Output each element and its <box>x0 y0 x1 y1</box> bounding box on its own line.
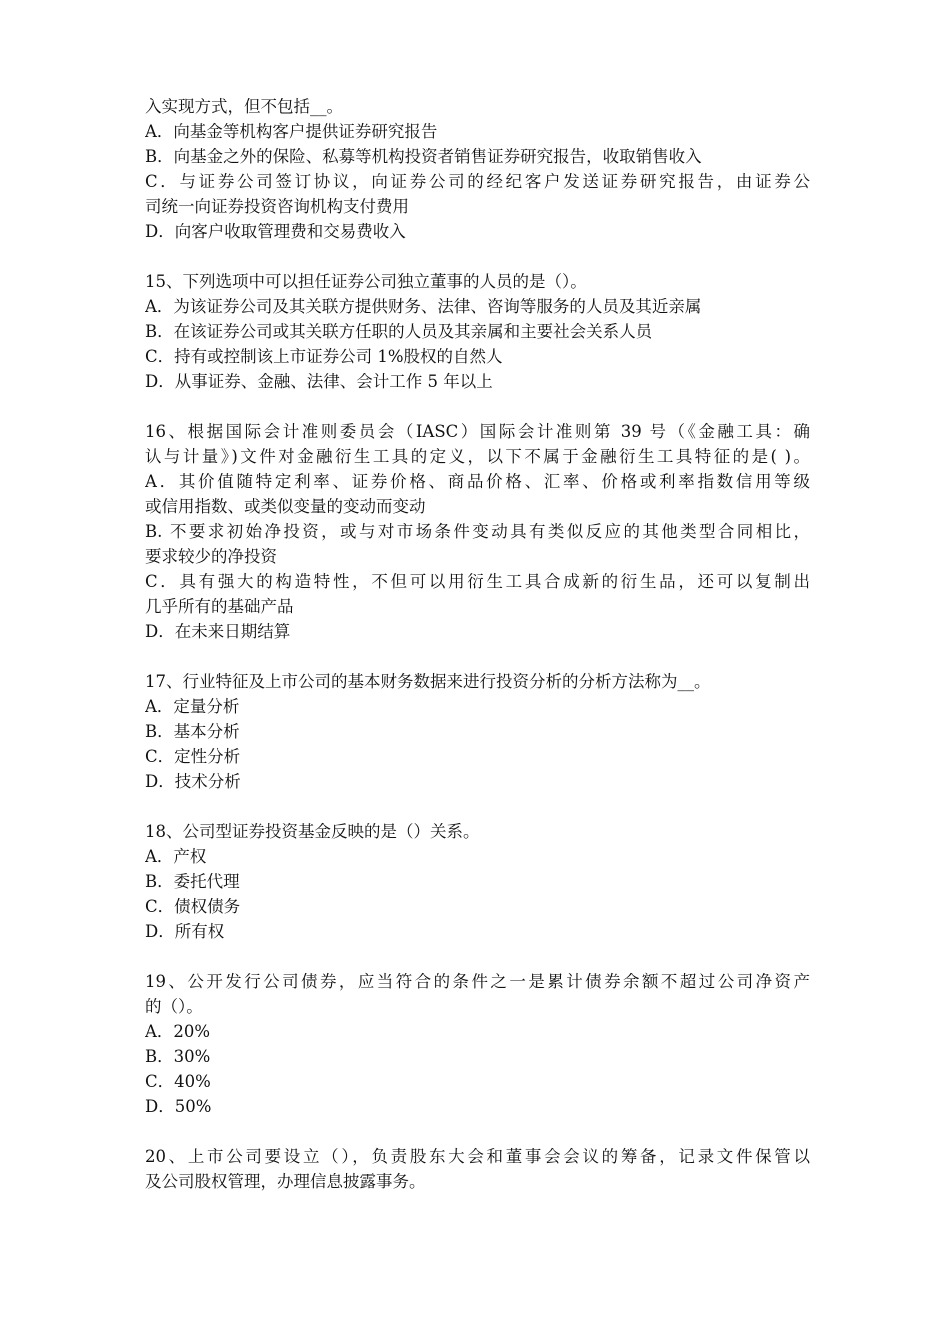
question-19 <box>145 969 810 1119</box>
question-14-option-d: D．向客户收取管理费和交易费收入 <box>145 222 406 241</box>
question-19-option-b: B．30% <box>145 1047 211 1066</box>
question-19-option-d: D．50% <box>145 1097 212 1116</box>
question-15-option-c: C．持有或控制该上市证券公司 1%股权的自然人 <box>145 347 503 366</box>
question-16-option-a-line-2: 或信用指数、或类似变量的变动而变动 <box>145 497 426 516</box>
question-17-option-a: A．定量分析 <box>145 697 240 716</box>
question-16-option-b-line-2: 要求较少的净投资 <box>145 547 277 566</box>
question-16-stem-line-2: 认与计量》)文件对金融衍生工具的定义，以下不属于金融衍生工具特征的是( )。 <box>145 447 810 466</box>
question-16-option-a-line-1: A．其价值随特定利率、证券价格、商品价格、汇率、价格或利率指数信用等级 <box>145 472 810 491</box>
question-20 <box>145 1144 810 1194</box>
question-18-stem: 18、公司型证券投资基金反映的是（）关系。 <box>145 822 480 841</box>
question-17-option-b: B．基本分析 <box>145 722 240 741</box>
question-17 <box>145 669 810 794</box>
question-15-option-a: A．为该证券公司及其关联方提供财务、法律、咨询等服务的人员及其近亲属 <box>145 297 702 316</box>
question-15 <box>145 269 810 394</box>
question-15-stem: 15、下列选项中可以担任证券公司独立董事的人员的是（）。 <box>145 272 587 291</box>
question-14-option-a: A．向基金等机构客户提供证券研究报告 <box>145 122 438 141</box>
question-18-option-c: C．债权债务 <box>145 897 241 916</box>
question-15-option-d: D．从事证券、金融、法律、会计工作 5 年以上 <box>145 372 493 391</box>
question-14 <box>145 94 810 244</box>
question-18-option-a: A．产权 <box>145 847 207 866</box>
question-19-stem-line-2: 的（）。 <box>145 997 203 1016</box>
question-18-option-d: D．所有权 <box>145 922 225 941</box>
question-14-option-b: B．向基金之外的保险、私募等机构投资者销售证券研究报告，收取销售收入 <box>145 147 702 166</box>
question-16-stem-line-1: 16、根据国际会计准则委员会（IASC）国际会计准则第 39 号（《金融工具：确 <box>145 422 810 441</box>
question-14-option-c-line-2: 司统一向证券投资咨询机构支付费用 <box>145 197 409 216</box>
question-15-option-b: B．在该证券公司或其关联方任职的人员及其亲属和主要社会关系人员 <box>145 322 653 341</box>
question-17-stem: 17、行业特征及上市公司的基本财务数据来进行投资分析的分析方法称为__。 <box>145 672 711 691</box>
question-18 <box>145 819 810 944</box>
question-16-option-b-line-1: B. 不要求初始净投资，或与对市场条件变动具有类似反应的其他类型合同相比， <box>145 522 810 541</box>
question-19-stem-line-1: 19、公开发行公司债券，应当符合的条件之一是累计债券余额不超过公司净资产 <box>145 972 810 991</box>
question-16-option-c-line-1: C．具有强大的构造特性，不但可以用衍生工具合成新的衍生品，还可以复制出 <box>145 572 810 591</box>
question-17-option-d: D．技术分析 <box>145 772 241 791</box>
question-20-stem-line-2: 及公司股权管理，办理信息披露事务。 <box>145 1172 426 1191</box>
question-16-option-c-line-2: 几乎所有的基础产品 <box>145 597 294 616</box>
question-16-option-d: D．在未来日期结算 <box>145 622 291 641</box>
question-14-option-c-line-1: C．与证券公司签订协议，向证券公司的经纪客户发送证券研究报告，由证券公 <box>145 172 810 191</box>
question-16 <box>145 419 810 644</box>
question-17-option-c: C．定性分析 <box>145 747 241 766</box>
question-14-stem-line-1: 入实现方式，但不包括__。 <box>145 97 343 116</box>
question-19-option-a: A．20% <box>145 1022 211 1041</box>
document-page <box>145 94 810 1194</box>
question-19-option-c: C．40% <box>145 1072 211 1091</box>
question-18-option-b: B．委托代理 <box>145 872 240 891</box>
question-20-stem-line-1: 20、上市公司要设立（），负责股东大会和董事会会议的筹备，记录文件保管以 <box>145 1147 810 1166</box>
